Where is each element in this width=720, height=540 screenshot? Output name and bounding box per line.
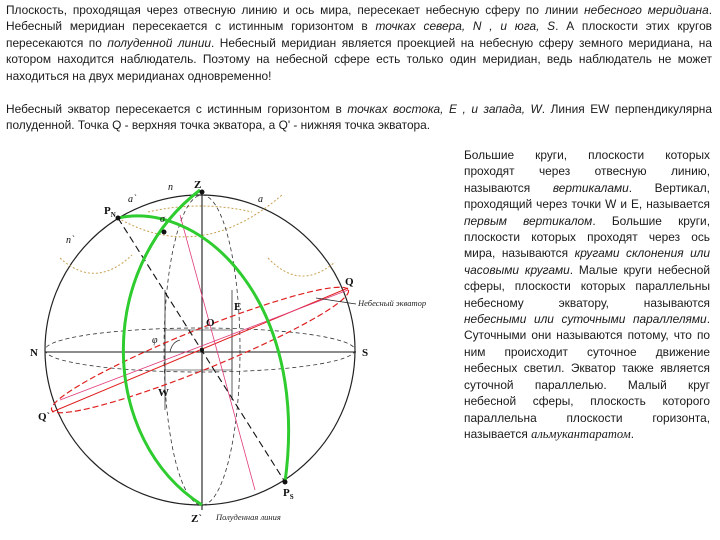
label-north: N [30,347,38,359]
label-south: S [362,347,369,359]
point-ps [283,480,288,485]
term-declination-circles: кругами склонения или часовыми кругами [464,246,710,277]
term-verticals: вертикалами [552,180,629,195]
label-n-prime: n` [66,235,75,246]
equator-paragraph: Небесный экватор пересекается с истинным горизонтом в точках востока, E , и запада, W. Линия EW перпендикулярна полуденной. Точка Q - верхняя точка экватора, а Q' - нижняя точка экватора. [6,102,712,133]
declination-circle-left [123,190,202,505]
parallel-arc-top [148,206,252,212]
label-ps: $P_S$ [283,487,294,501]
label-o: O [206,317,215,329]
term-celestial-meridian: небесного меридиана [584,3,709,17]
label-nadir: Z` [191,513,202,525]
label-n: n [168,182,173,193]
noon-line-annotation: Полуденная линия [216,512,281,522]
label-west: W [158,387,169,399]
parallel-arc-right [268,258,335,276]
term-daily-parallels: небесными или суточными параллелями [464,312,707,327]
term-almucantar: альмукантаратом [531,426,631,441]
label-a: a [258,194,263,205]
point-sigma [162,230,167,235]
term-first-vertical: первым вертикалом [464,213,593,228]
label-zenith: Z [194,179,202,191]
definitions-column: Большие круги, плоскости которых проходят через отвесную линию, называются вертикалами. Вертикал, проходящий через точки W и E, называется первым вертикалом. Большие круги, плоскости которых проходят через ось мира, называются кругами склонения или часовыми кругами. Малые круги небесной сферы, плоскости которых параллельны небесному экватору, называются небесными или суточными параллелями. Суточными они называются потому, что по ним происходит суточное движение небесных светил. Экватор также является суточной параллелью. Малый круг небесной сферы, плоскость которого параллельна плоскости горизонта, называется альмукантаратом. [464,148,711,441]
term-noon-line: полуденной линии [107,35,211,50]
phi-angle-mark [170,340,180,352]
point-o [200,348,204,352]
label-sigma: σ [160,214,165,225]
meridian-paragraph: Плоскость, проходящая через отвесную линию и ось мира, пересекает небесную сферу по линии небесного меридиана. Небесный меридиан пересекается с истинным горизонтом в точках севера, N , и юга, S. А плоскости этих кругов пересекаются по полуденной линии. Небесный меридиан является проекцией на небесную сферу земного меридиана, на котором находится наблюдатель. Поэтому на небесной сфере есть только один меридиан, ведь наблюдатель не может находиться на двух меридианах одновременно! [6,3,713,83]
label-east: E [234,301,242,313]
label-pn: $P_N$ [104,205,116,219]
pink-line-1 [60,290,348,400]
equator-annotation: Небесный экватор [358,298,427,308]
label-a-prime: a` [128,194,137,205]
label-q-lower: Q` [38,411,51,423]
equator-pointer [316,298,356,304]
term-north-point: точках севера, N , и [375,19,507,34]
term-south-point: юга, S [514,19,556,34]
horizon-plane-rect [165,330,232,370]
label-q-upper: Q [345,276,354,288]
point-pn [116,216,121,221]
term-east-west: точках востока, E , и запада, W [347,102,542,116]
label-phi: φ [152,335,158,346]
